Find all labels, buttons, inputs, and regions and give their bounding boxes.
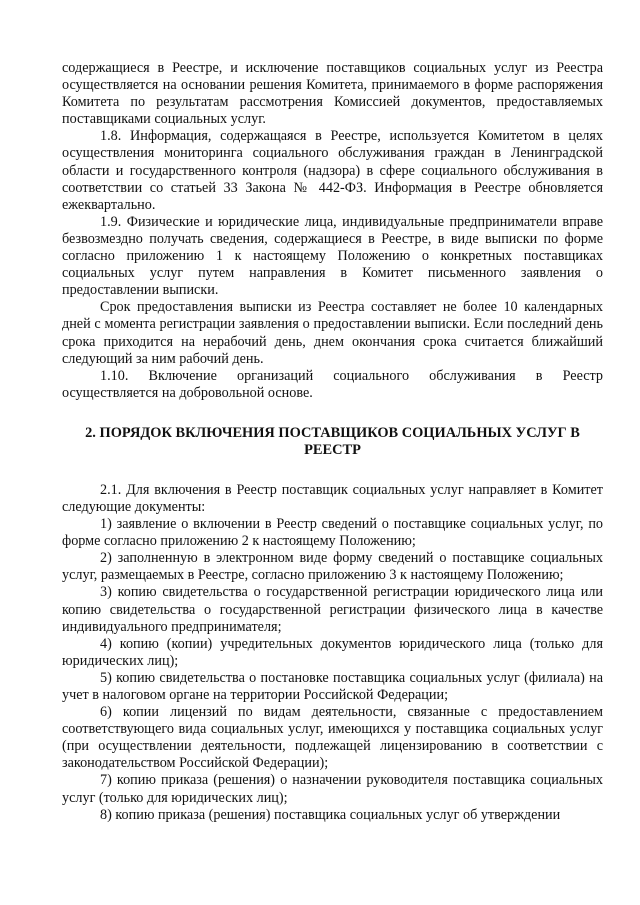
document-page [62, 60, 603, 824]
paragraphs-bottom [62, 482, 603, 824]
paragraphs-top [62, 60, 603, 402]
list-item-3: 3) копию свидетельства о государственной регистрации юридического лица или копию свидетельства о государственной регистрации физического лица в качестве индивидуального предпринимателя; [62, 584, 603, 635]
paragraph-deadline: Срок предоставления выписки из Реестра составляет не более 10 календарных дней с момента регистрации заявления о предоставлении выписки. Если последний день срока приходится на нерабочий день, днем окончания срока считается ближайший следующий за ним рабочий день. [62, 299, 603, 367]
section-heading: 2. ПОРЯДОК ВКЛЮЧЕНИЯ ПОСТАВЩИКОВ СОЦИАЛЬНЫХ УСЛУГ В РЕЕСТР [85, 424, 580, 459]
paragraph-1-8: 1.8. Информация, содержащаяся в Реестре, используется Комитетом в целях осуществления мониторинга социального обслуживания граждан в Ленинградской области и государственного контроля (надзора) в сфере социального обслуживания в соответствии со статьей 33 Закона № 442-ФЗ. Информация в Реестре обновляется ежеквартально. [62, 128, 603, 213]
list-item-1: 1) заявление о включении в Реестр сведений о поставщике социальных услуг, по форме согласно приложению 2 к настоящему Положению; [62, 516, 603, 550]
list-item-4: 4) копию (копии) учредительных документов юридического лица (только для юридических лиц); [62, 635, 603, 669]
list-item-2: 2) заполненную в электронном виде форму сведений о поставщике социальных услуг, размещаемых в Реестре, согласно приложению 3 к настоящему Положению; [62, 550, 603, 584]
paragraph-1-10: 1.10. Включение организаций социального обслуживания в Реестр осуществляется на добровольной основе. [62, 367, 603, 401]
list-item-7: 7) копию приказа (решения) о назначении руководителя поставщика социальных услуг (только для юридических лиц); [62, 772, 603, 806]
paragraph-continuation: содержащиеся в Реестре, и исключение поставщиков социальных услуг из Реестра осуществляется на основании решения Комитета, принимаемого в форме распоряжения Комитета по результатам рассмотрения Комиссией документов, предоставляемых поставщиками социальных услуг. [62, 60, 603, 128]
list-item-5: 5) копию свидетельства о постановке поставщика социальных услуг (филиала) на учет в налоговом органе на территории Российской Федерации; [62, 669, 603, 703]
list-item-8: 8) копию приказа (решения) поставщика социальных услуг об утверждении [100, 806, 561, 823]
paragraph-2-1: 2.1. Для включения в Реестр поставщик социальных услуг направляет в Комитет следующие документы: [62, 481, 603, 515]
list-item-6: 6) копии лицензий по видам деятельности, связанные с предоставлением соответствующего вида социальных услуг, имеющихся у поставщика социальных услуг (при осуществлении деятельности, подлежащей лицензированию в соответствии с законодательством Российской Федерации); [62, 704, 603, 772]
paragraph-1-9: 1.9. Физические и юридические лица, индивидуальные предприниматели вправе безвозмездно получать сведения, содержащиеся в Реестре, в виде выписки по форме согласно приложению 1 к настоящему Положению о конкретных поставщиках социальных услуг путем направления в Комитет письменного заявления о предоставлении выписки. [62, 213, 603, 299]
